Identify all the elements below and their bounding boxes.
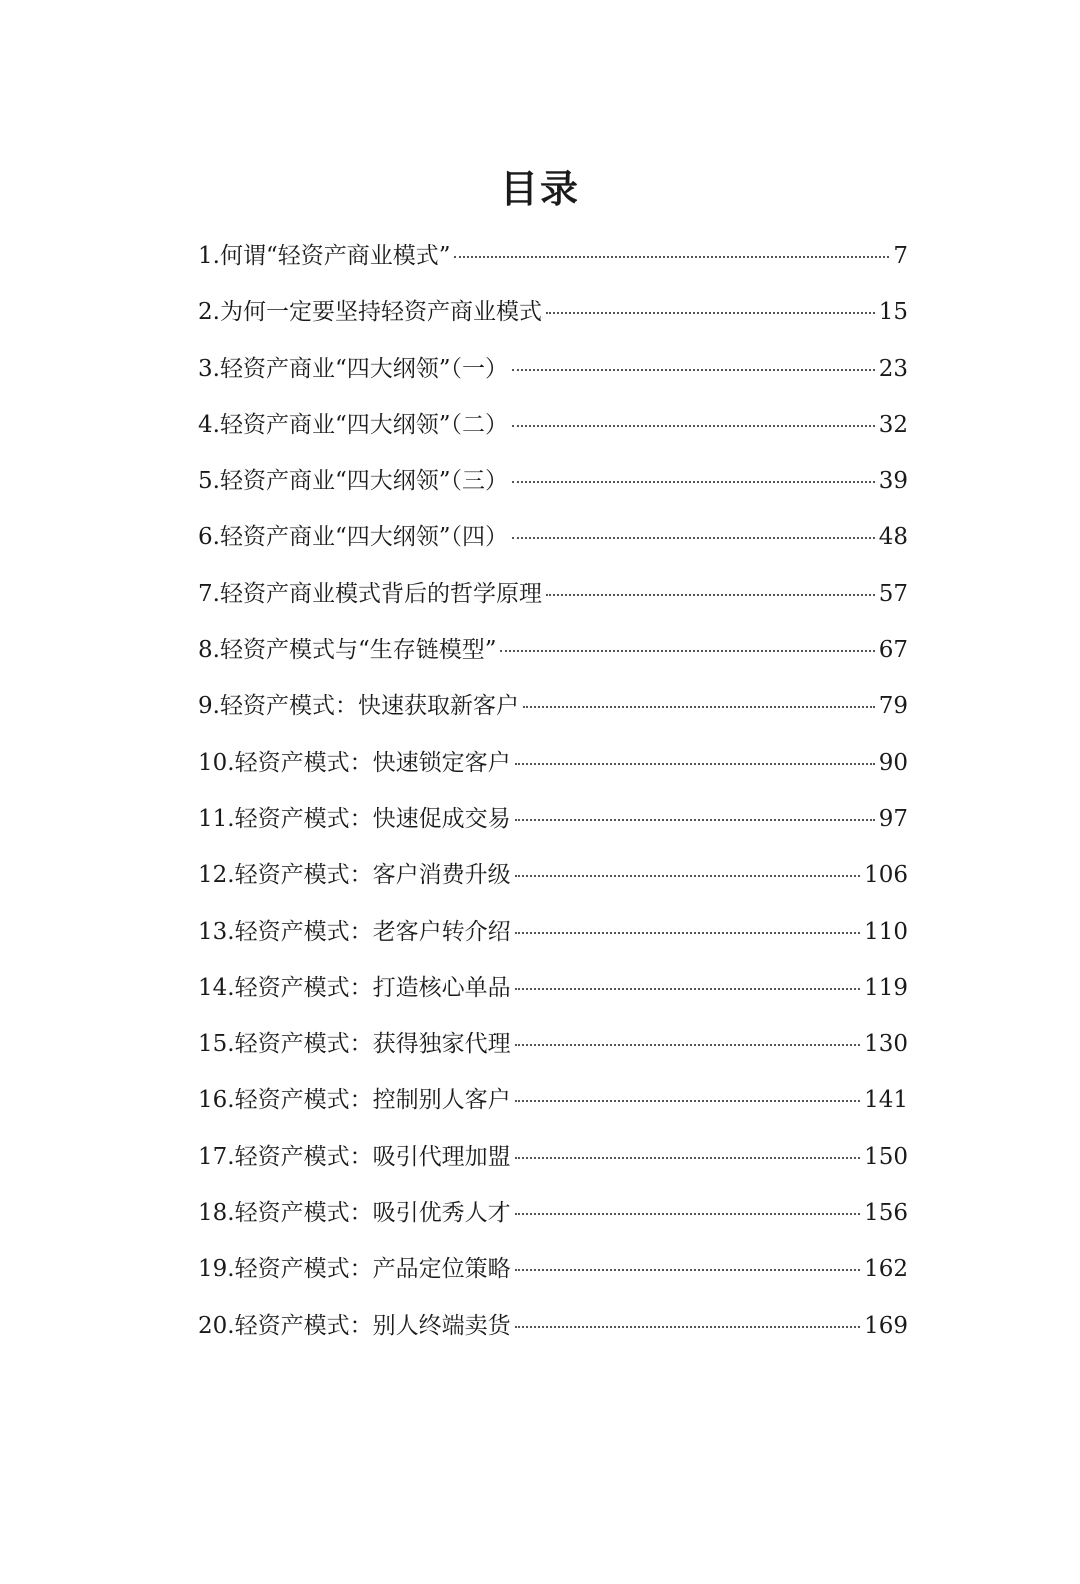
toc-entry-page-number: 106 [864,862,908,889]
toc-entry-page-number: 97 [878,805,908,832]
dot-leader [515,819,875,821]
dot-leader [546,312,875,314]
toc-entry[interactable] [198,288,908,344]
toc-entry[interactable] [198,1245,908,1301]
dot-leader [512,369,875,371]
dot-leader [515,988,861,990]
toc-entry-title: 10.轻资产模式：快速锁定客户 [198,749,511,776]
toc-entry[interactable] [198,908,908,964]
toc-entry[interactable] [198,682,908,738]
toc-entry-title: 5.轻资产商业“四大纲领”（三） [198,468,508,495]
toc-entry-title: 2.为何一定要坚持轻资产商业模式 [198,299,542,326]
toc-entry-title: 3.轻资产商业“四大纲领”（一） [198,355,508,382]
toc-entry-title: 16.轻资产模式：控制别人客户 [198,1087,511,1114]
toc-entry-title: 6.轻资产商业“四大纲领”（四） [198,524,508,551]
dot-leader [515,1100,861,1102]
toc-entry-page-number: 169 [864,1312,908,1339]
toc-entry-title: 13.轻资产模式：老客户转介绍 [198,918,511,945]
page-title: 目录 [499,166,580,212]
toc-entry-page-number: 141 [864,1087,908,1114]
toc-entry[interactable] [198,345,908,401]
toc-entry-title: 7.轻资产商业模式背后的哲学原理 [198,580,542,607]
toc-entry-title: 8.轻资产模式与“生存链模型” [198,637,497,664]
toc-entry-page-number: 162 [864,1256,908,1283]
toc-entry-page-number: 67 [878,637,908,664]
toc-entry-title: 20.轻资产模式：别人终端卖货 [198,1312,511,1339]
toc-entry-page-number: 32 [878,411,908,438]
toc-entry-title: 18.轻资产模式：吸引优秀人才 [198,1200,511,1227]
dot-leader [515,1269,861,1271]
toc-entry-title: 11.轻资产模式：快速促成交易 [198,805,511,832]
dot-leader [500,650,874,652]
dot-leader [454,256,889,258]
toc-entry[interactable] [198,401,908,457]
toc-entry[interactable] [198,570,908,626]
dot-leader [512,425,875,427]
toc-entry[interactable] [198,795,908,851]
toc-entry[interactable] [198,513,908,569]
dot-leader [515,1044,861,1046]
toc-entry[interactable] [198,232,908,288]
dot-leader [512,481,875,483]
dot-leader [515,932,861,934]
toc-entry-title: 9.轻资产模式：快速获取新客户 [198,693,519,720]
toc-entry-title: 1.何谓“轻资产商业模式” [198,243,451,269]
toc-entry-page-number: 110 [864,918,908,945]
toc-entry[interactable] [198,851,908,907]
toc-entry-page-number: 156 [864,1200,908,1227]
toc-entry-page-number: 119 [864,974,908,1001]
toc-entry-title: 4.轻资产商业“四大纲领”（二） [198,411,508,438]
toc-entry-page-number: 23 [878,355,908,382]
toc-entry-title: 19.轻资产模式：产品定位策略 [198,1256,511,1283]
toc-entry-title: 14.轻资产模式：打造核心单品 [198,974,511,1001]
table-of-contents [198,232,908,1358]
toc-entry-page-number: 79 [878,693,908,720]
dot-leader [512,537,875,539]
toc-entry-title: 17.轻资产模式：吸引代理加盟 [198,1143,511,1170]
toc-entry-page-number: 15 [878,299,908,326]
dot-leader [515,1213,861,1215]
toc-entry[interactable] [198,1076,908,1132]
toc-entry-page-number: 57 [878,580,908,607]
toc-entry-page-number: 130 [864,1031,908,1058]
dot-leader [515,763,875,765]
toc-entry-page-number: 48 [878,524,908,551]
dot-leader [515,875,861,877]
dot-leader [515,1326,861,1328]
toc-entry[interactable] [198,1302,908,1358]
toc-entry[interactable] [198,1020,908,1076]
toc-entry-page-number: 7 [893,243,908,269]
toc-entry[interactable] [198,626,908,682]
toc-entry[interactable] [198,1189,908,1245]
toc-entry[interactable] [198,964,908,1020]
toc-entry-page-number: 150 [864,1143,908,1170]
toc-entry[interactable] [198,739,908,795]
toc-entry[interactable] [198,457,908,513]
dot-leader [546,594,875,596]
dot-leader [515,1157,861,1159]
dot-leader [523,706,875,708]
toc-entry-page-number: 39 [878,468,908,495]
toc-entry[interactable] [198,1133,908,1189]
toc-entry-title: 15.轻资产模式：获得独家代理 [198,1031,511,1058]
toc-entry-title: 12.轻资产模式：客户消费升级 [198,862,511,889]
toc-entry-page-number: 90 [878,749,908,776]
